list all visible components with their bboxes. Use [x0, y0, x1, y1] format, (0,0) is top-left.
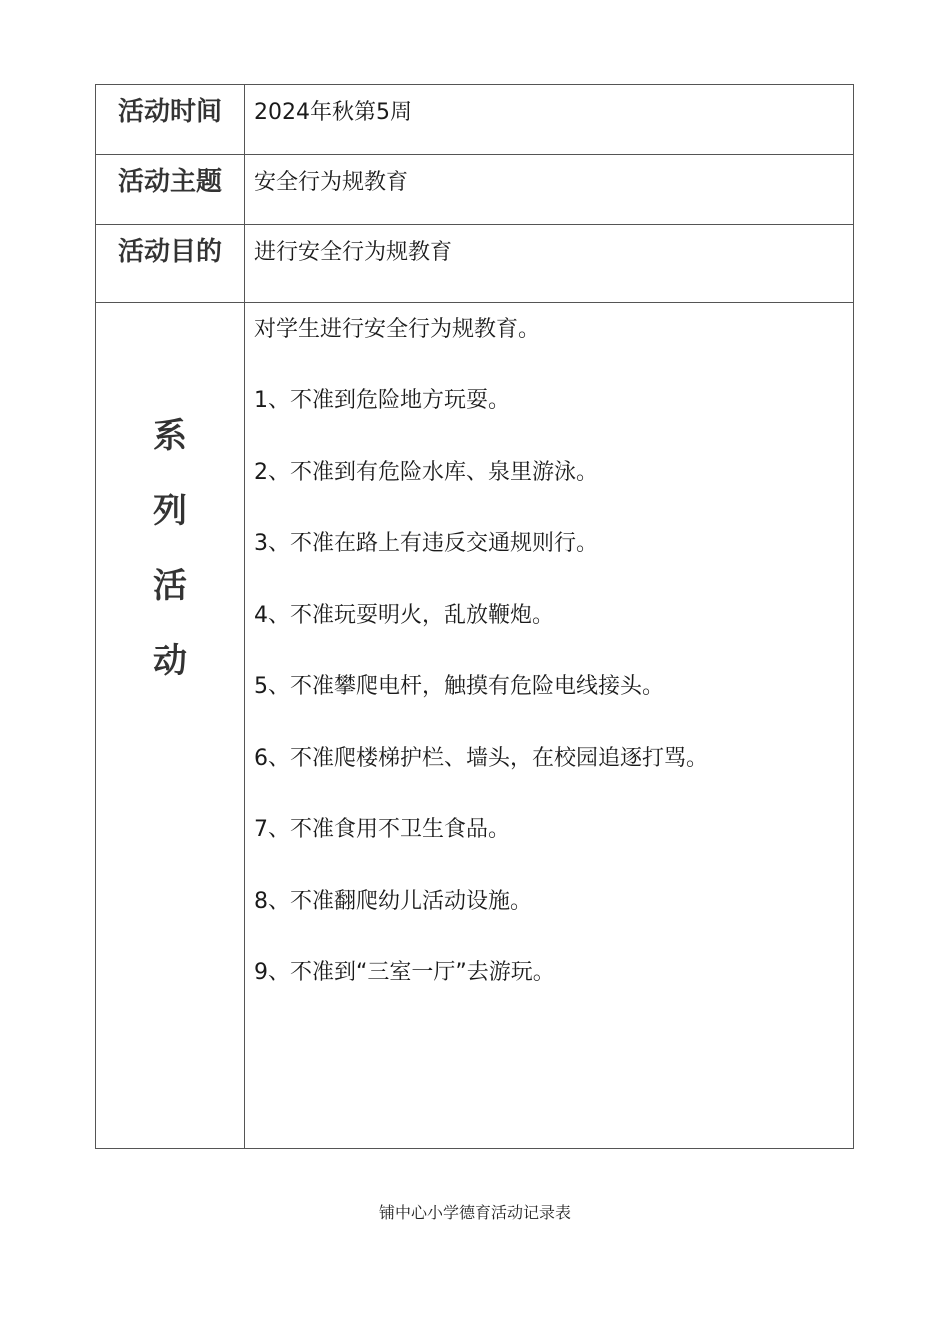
label-cell-theme: [96, 155, 245, 225]
list-item: 3、不准在路上有违反交通规则行。: [254, 531, 598, 556]
value-cell-series: [245, 303, 854, 1149]
label-cell-series: [96, 303, 245, 1149]
activity-purpose-label: 活动目的: [117, 237, 222, 267]
list-item: 9、不准到“三室一厅”去游玩。: [254, 960, 555, 985]
label-cell-purpose: [96, 225, 245, 303]
value-cell-time: [245, 85, 854, 155]
list-item: 1、不准到危险地方玩耍。: [254, 388, 510, 413]
activity-record-table: [95, 84, 854, 1149]
value-cell-purpose: [245, 225, 854, 303]
list-item: 2、不准到有危险水库、泉里游泳。: [254, 459, 598, 485]
activity-purpose-value: 进行安全行为规教育: [254, 240, 453, 265]
series-label-char: 动: [153, 641, 187, 681]
activity-theme-label: 活动主题: [117, 167, 222, 197]
series-label-char: 系: [153, 416, 187, 456]
label-cell-time: [96, 85, 245, 155]
row-activity-purpose: [96, 225, 854, 303]
list-item: 5、不准攀爬电杆，触摸有危险电线接头。: [254, 674, 664, 699]
list-item: 6、不准爬楼梯护栏、墙头，在校园追逐打骂。: [254, 745, 708, 771]
activity-time-label: 活动时间: [117, 97, 222, 127]
series-activities-label: [96, 303, 244, 716]
list-item: 8、不准翻爬幼儿活动设施。: [254, 888, 532, 914]
series-activities-content: [245, 303, 853, 1029]
activity-theme-value: 安全行为规教育: [254, 170, 409, 195]
series-intro-text: 对学生进行安全行为规教育。: [254, 317, 541, 342]
value-cell-theme: [245, 155, 854, 225]
list-item: 4、不准玩耍明火，乱放鞭炮。: [254, 602, 554, 628]
activity-time-value: 2024年秋第5周: [254, 100, 412, 125]
series-label-char: 活: [153, 566, 187, 606]
row-activity-theme: [96, 155, 854, 225]
series-label-char: 列: [153, 491, 187, 531]
page-footer: 铺中心小学德育活动记录表: [378, 1203, 571, 1222]
list-item: 7、不准食用不卫生食品。: [254, 817, 510, 842]
row-series-activities: [96, 303, 854, 1149]
row-activity-time: [96, 85, 854, 155]
